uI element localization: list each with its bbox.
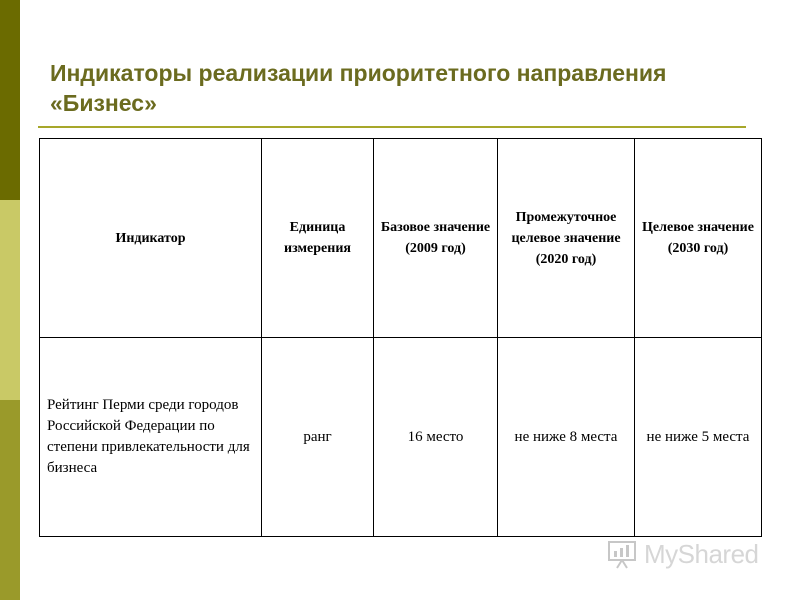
left-accent-bar-top (0, 0, 20, 200)
left-accent-bar-bottom (0, 400, 20, 600)
header-unit: Единица измерения (262, 139, 374, 338)
cell-base-value: 16 место (374, 338, 498, 537)
header-target-value: Целевое значение (2030 год) (635, 139, 762, 338)
watermark (606, 536, 766, 572)
indicators-table (39, 138, 762, 537)
title-divider (38, 126, 746, 128)
slide-title (50, 58, 750, 118)
presentation-board-icon (606, 538, 638, 570)
watermark-text: MyShared (644, 538, 759, 569)
header-indicator: Индикатор (40, 139, 262, 338)
cell-unit: ранг (262, 338, 374, 537)
left-accent-bar-middle (0, 200, 20, 400)
table-row (40, 338, 762, 537)
table-header-row (40, 139, 762, 338)
cell-intermediate-value: не ниже 8 места (498, 338, 635, 537)
slide-title-line2: «Бизнес» (50, 90, 157, 116)
cell-target-value: не ниже 5 места (635, 338, 762, 537)
slide-title-line1: Индикаторы реализации приоритетного направления (50, 60, 667, 86)
cell-indicator: Рейтинг Перми среди городов Российской Федерации по степени привлекательности для бизнеса (40, 338, 262, 537)
header-base-value: Базовое значение (2009 год) (374, 139, 498, 338)
header-intermediate-value: Промежуточное целевое значение (2020 год) (498, 139, 635, 338)
